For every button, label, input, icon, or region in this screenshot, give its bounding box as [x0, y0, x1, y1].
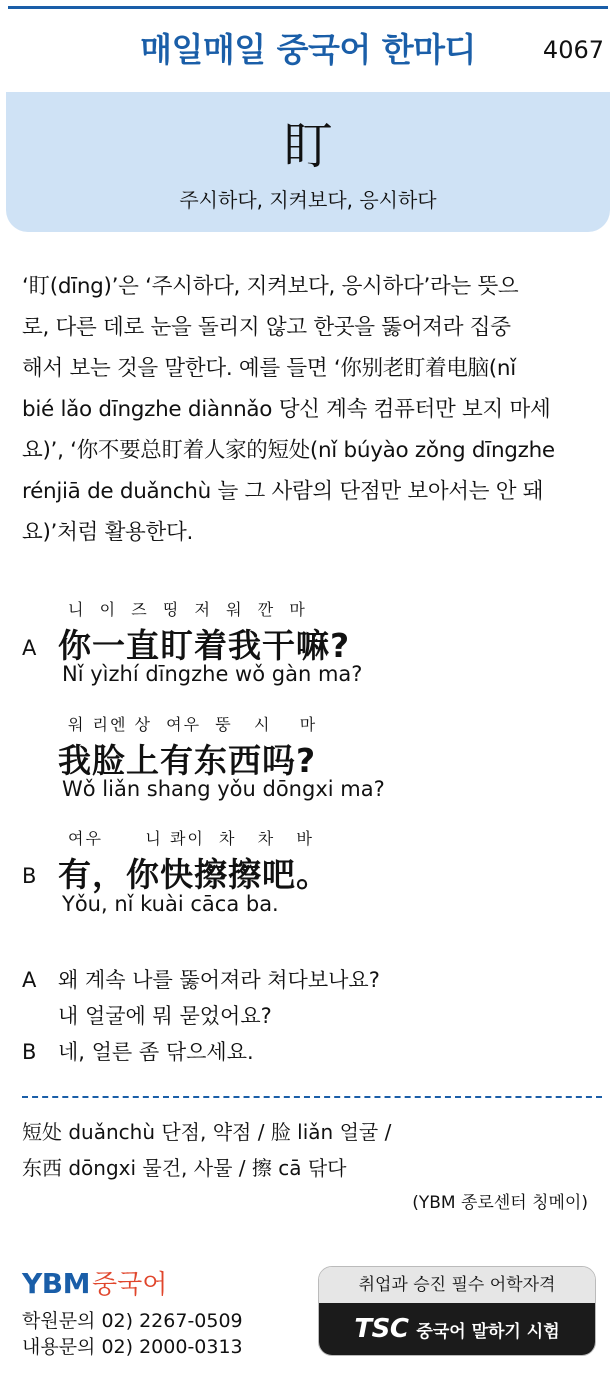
intro-line: 요)’, ‘你不要总盯着人家的短处(nǐ búyào zǒng dīngzhe: [22, 438, 555, 463]
dialogue-ruby: 니 이 즈 띵 저 워 깐 마: [68, 600, 307, 619]
translation-block: [22, 962, 380, 1070]
translation-row: [22, 1034, 380, 1070]
intro-line: 로, 다른 데로 눈을 돌리지 않고 한곳을 뚫어져라 집중: [22, 315, 511, 340]
brand-ybm: YBM: [22, 1267, 90, 1300]
tsc-label: 중국어 말하기 시험: [416, 1321, 560, 1342]
hero-meaning: 주시하다, 지켜보다, 응시하다: [179, 188, 437, 212]
tsc-badge: [318, 1266, 596, 1356]
tsc-logo: TSC: [354, 1314, 409, 1344]
intro-line: rénjiā de duǎnchù 늘 그 사람의 단점만 보아서는 안 돼: [22, 479, 544, 504]
intro-line: bié lǎo dīngzhe diànnǎo 당신 계속 컴퓨터만 보지 마세: [22, 397, 551, 422]
intro-line: 해서 보는 것을 말한다. 예를 들면 ‘你别老盯着电脑(nǐ: [22, 356, 516, 381]
translation-text: 네, 얼른 좀 닦으세요.: [58, 1040, 254, 1064]
tsc-tagline: 취업과 승진 필수 어학자격: [319, 1267, 595, 1303]
contact-content: 내용문의 02) 2000-0313: [22, 1336, 243, 1358]
intro-line: ‘盯(dīng)’은 ‘주시하다, 지켜보다, 응시하다’라는 뜻으: [22, 274, 519, 299]
vocab-block: [22, 1114, 391, 1186]
translation-text: 왜 계속 나를 뚫어져라 쳐다보나요?: [58, 968, 380, 992]
translation-row: [22, 998, 380, 1034]
dashed-divider: [22, 1096, 602, 1098]
top-rule: [8, 6, 608, 9]
series-title: 매일매일 중국어 한마디: [140, 30, 476, 69]
dialogue-pinyin: Wǒ liǎn shang yǒu dōngxi ma?: [62, 777, 385, 801]
dialogue-chinese: 有，你快擦擦吧。: [58, 855, 330, 894]
credit-text: (YBM 종로센터 칭메이): [412, 1193, 588, 1213]
dialogue-speaker: B: [22, 864, 37, 888]
dialogue-chinese: 你一直盯着我干嘛?: [58, 626, 351, 665]
dialogue-ruby: 워 리엔 상 여우 뚱 시 마: [68, 715, 318, 734]
brand-korean: 중국어: [91, 1270, 168, 1300]
vocab-line: 短处 duǎnchù 단점, 약점 / 脸 liǎn 얼굴 /: [22, 1120, 392, 1144]
vocab-line: 东西 dōngxi 물건, 사물 / 擦 cā 닦다: [22, 1156, 347, 1180]
tsc-bar: [319, 1303, 595, 1355]
dialogue-speaker: A: [22, 636, 37, 660]
translation-text: 내 얼굴에 뭐 묻었어요?: [58, 1004, 272, 1028]
dialogue-chinese: 我脸上有东西吗?: [58, 741, 317, 780]
translation-speaker: [22, 998, 58, 1034]
hero-panel: [6, 92, 610, 232]
hero-character: 盯: [283, 117, 333, 175]
translation-speaker: A: [22, 968, 37, 992]
translation-row: [22, 962, 380, 998]
dialogue-ruby: 여우 니 콰이 차 차 바: [68, 829, 314, 848]
intro-line: 요)’처럼 활용한다.: [22, 520, 193, 545]
brand-logo: [22, 1264, 167, 1301]
dialogue-pinyin: Nǐ yìzhí dīngzhe wǒ gàn ma?: [62, 662, 363, 686]
intro-paragraph: [22, 266, 604, 553]
contact-academy: 학원문의 02) 2267-0509: [22, 1310, 243, 1332]
dialogue-pinyin: Yǒu, nǐ kuài cāca ba.: [62, 892, 279, 916]
issue-number: 4067: [542, 36, 604, 64]
translation-speaker: B: [22, 1040, 37, 1064]
